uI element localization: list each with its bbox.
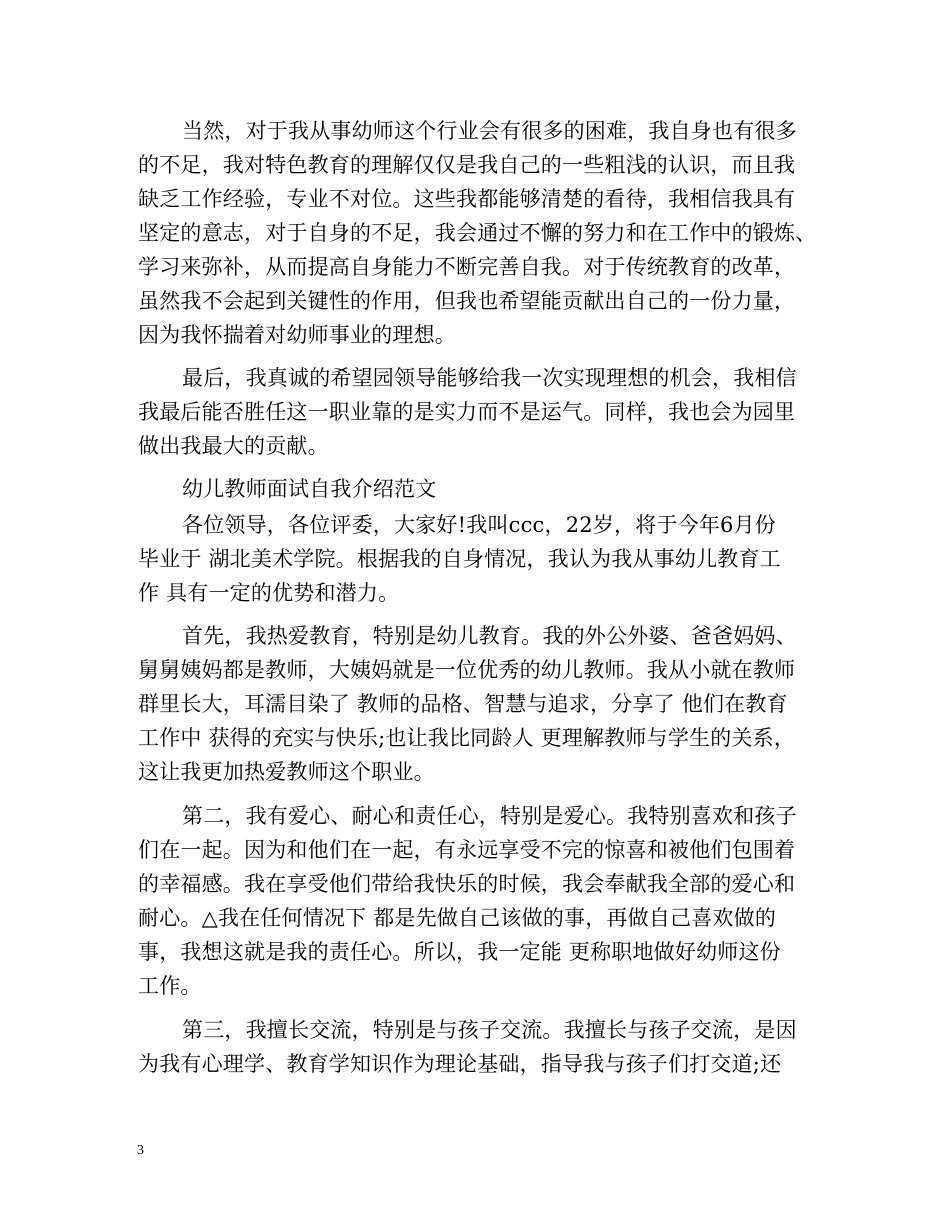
section-heading: 幼儿教师面试自我介绍范文 [182,477,437,501]
text-line: 坚定的意志，对于自身的不足，我会通过不懈的努力和在工作中的锻炼、 [138,221,817,245]
text-line: 首先，我热爱教育，特别是幼儿教育。我的外公外婆、爸爸妈妈、 [182,624,797,648]
text-line: 舅舅姨妈都是教师，大姨妈就是一位优秀的幼儿教师。我从小就在教师 [138,658,796,682]
text-line: 因为我怀揣着对幼师事业的理想。 [138,323,456,347]
text-line: 第三，我擅长交流，特别是与孩子交流。我擅长与孩子交流，是因 [182,1018,797,1042]
text-line: 第二，我有爱心、耐心和责任心，特别是爱心。我特别喜欢和孩子 [182,804,797,828]
text-line: 耐心。△我在任何情况下 都是先做自己该做的事，再做自己喜欢做的 [138,906,777,930]
text-line: 群里长大，耳濡目染了 教师的品格、智慧与追求，分享了 他们在教育 [138,692,788,716]
text-line: 这让我更加热爱教师这个职业。 [138,760,435,784]
text-line: 毕业于 湖北美术学院。根据我的自身情况，我认为我从事幼儿教育工 [138,547,781,571]
text-line: 作 具有一定的优势和潜力。 [138,581,400,605]
text-line: 工作。 [138,974,202,998]
text-line: 各位领导，各位评委，大家好!我叫ccc，22岁，将于今年6月份 [182,513,777,537]
text-line: 最后，我真诚的希望园领导能够给我一次实现理想的机会，我相信 [182,366,797,390]
text-line: 当然，对于我从事幼师这个行业会有很多的困难，我自身也有很多 [182,119,797,143]
text-line: 们在一起。因为和他们在一起，有永远享受不完的惊喜和被他们包围着 [138,838,796,862]
text-line: 我最后能否胜任这一职业靠的是实力而不是运气。同样，我也会为园里 [138,400,796,424]
text-line: 工作中 获得的充实与快乐;也让我比同龄人 更理解教师与学生的关系， [138,726,796,750]
text-line: 为我有心理学、教育学知识作为理论基础，指导我与孩子们打交道;还 [138,1052,782,1076]
text-line: 缺乏工作经验，专业不对位。这些我都能够清楚的看待，我相信我具有 [138,187,796,211]
text-line: 事，我想这就是我的责任心。所以，我一定能 更称职地做好幼师这份 [138,940,781,964]
text-line: 虽然我不会起到关键性的作用，但我也希望能贡献出自己的一份力量， [138,289,796,313]
page-number: 3 [137,1143,144,1158]
text-line: 做出我最大的贡献。 [138,434,329,458]
text-line: 的幸福感。我在享受他们带给我快乐的时候，我会奉献我全部的爱心和 [138,872,796,896]
text-line: 的不足，我对特色教育的理解仅仅是我自己的一些粗浅的认识，而且我 [138,153,796,177]
text-line: 学习来弥补，从而提高自身能力不断完善自我。对于传统教育的改革， [138,255,796,279]
